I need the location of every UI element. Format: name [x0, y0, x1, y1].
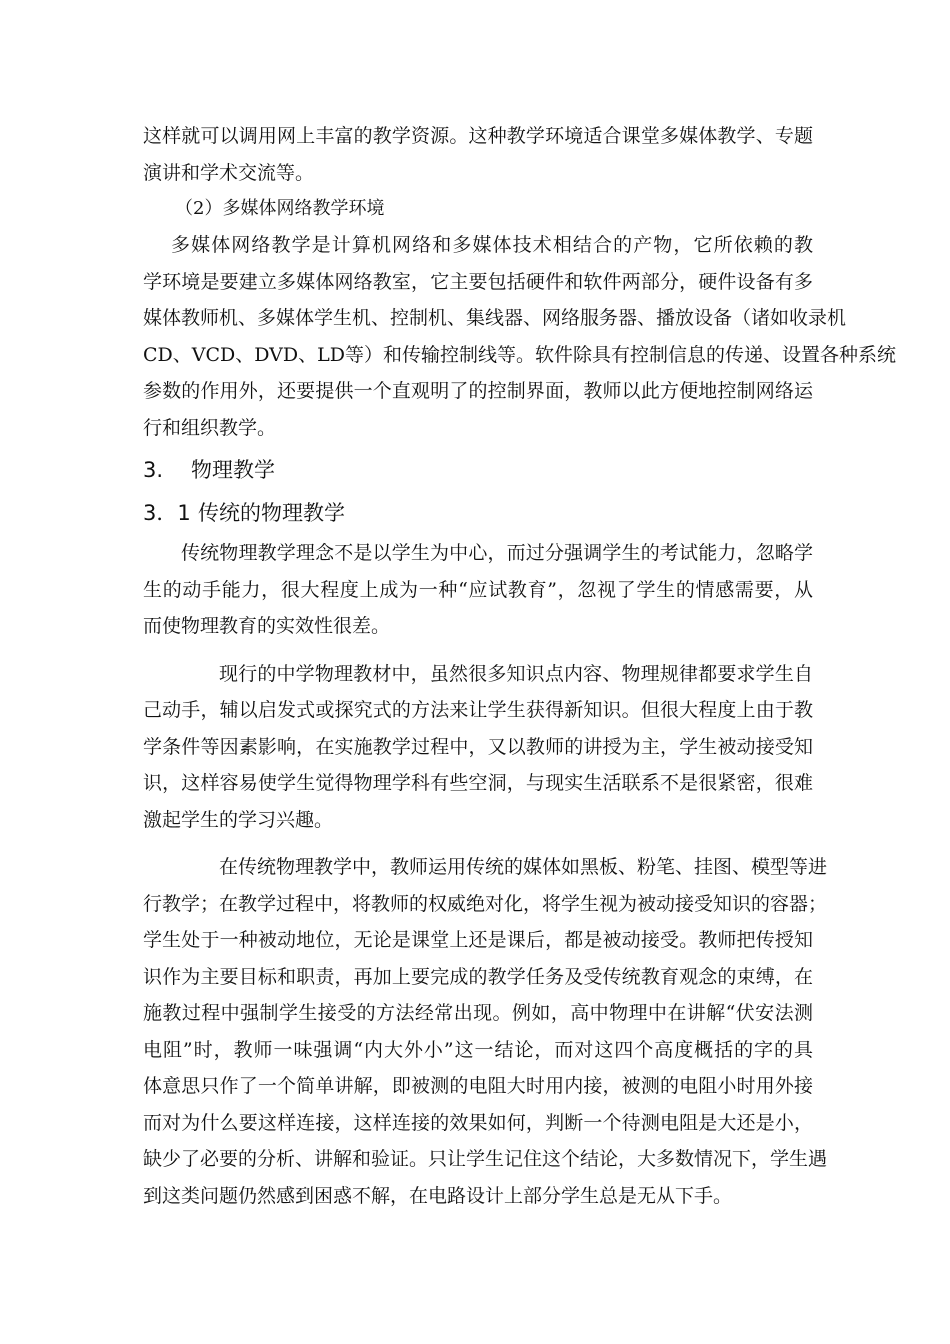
- text-line: 在传统物理教学中，教师运用传统的媒体如黑板、粉笔、挂图、模型等进: [219, 856, 828, 878]
- text-line: 而对为什么要这样连接，这样连接的效果如何，判断一个待测电阻是大还是小，: [143, 1111, 813, 1134]
- text-line: 多媒体网络教学是计算机网络和多媒体技术相结合的产物，它所依赖的教: [171, 234, 813, 256]
- section-number: 3.: [143, 458, 164, 482]
- section-heading-3-1: [143, 492, 813, 535]
- paragraph-traditional-media: [143, 849, 828, 1214]
- text-line: 激起学生的学习兴趣。: [143, 808, 334, 831]
- section-title: 传统的物理教学: [198, 501, 345, 525]
- text-line: 学生处于一种被动地位，无论是课堂上还是课后，都是被动接受。教师把传授知: [143, 929, 813, 951]
- document-body: [143, 118, 896, 1214]
- section-number: 3．1: [143, 501, 191, 525]
- text-line: 到这类问题仍然感到困惑不解，在电路设计上部分学生总是无从下手。: [143, 1184, 733, 1207]
- section-title: 物理教学: [191, 458, 275, 482]
- text-line: 而使物理教育的实效性很差。: [143, 615, 391, 637]
- paragraph-traditional-concept: [143, 535, 813, 645]
- text-line: 传统物理教学理念不是以学生为中心，而过分强调学生的考试能力，忽略学: [181, 542, 813, 564]
- text-line: 识，这样容易使学生觉得物理学科有些空洞，与现实生活联系不是很紧密，很难: [143, 772, 813, 794]
- text-line: 生的动手能力，很大程度上成为一种“应试教育”，忽视了学生的情感需要，从: [143, 578, 813, 601]
- text-line: 行和组织教学。: [143, 416, 277, 439]
- text-line: 学条件等因素影响，在实施教学过程中，又以教师的讲授为主，学生被动接受知: [143, 735, 813, 758]
- text-line: CD、VCD、DVD、LD等）和传输控制线等。软件除具有控制信息的传递、设置各种系统: [143, 343, 896, 366]
- text-line: 参数的作用外，还要提供一个直观明了的控制界面，教师以此方便地控制网络运: [143, 380, 813, 402]
- text-line: 己动手，辅以启发式或探究式的方法来让学生获得新知识。但很大程度上由于教: [143, 699, 813, 721]
- subheading-multimedia-network: （2）多媒体网络教学环境: [175, 198, 385, 219]
- text-line: 缺少了必要的分析、讲解和验证。只让学生记住这个结论，大多数情况下，学生遇: [143, 1148, 828, 1170]
- paragraph-current-textbooks: [143, 656, 813, 839]
- paragraph-multimedia-network: [143, 227, 896, 446]
- text-line: 学环境是要建立多媒体网络教室，它主要包括硬件和软件两部分，硬件设备有多: [143, 270, 813, 293]
- text-line: 施教过程中强制学生接受的方法经常出现。例如，高中物理中在讲解“伏安法测: [143, 1002, 813, 1024]
- text-line: 演讲和学术交流等。: [143, 161, 315, 184]
- text-line: 行教学；在教学过程中，将教师的权威绝对化，将学生视为被动接受知识的容器；: [143, 892, 828, 915]
- section-heading-3: [143, 449, 813, 492]
- text-line: 媒体教师机、多媒体学生机、控制机、集线器、网络服务器、播放设备（诸如收录机: [143, 307, 847, 329]
- text-line: 电阻”时，教师一味强调“内大外小”这一结论，而对这四个高度概括的字的具: [143, 1038, 813, 1061]
- text-line: 识作为主要目标和职责，再加上要完成的教学任务及受传统教育观念的束缚，在: [143, 965, 813, 988]
- text-line: 体意思只作了一个简单讲解，即被测的电阻大时用内接，被测的电阻小时用外接: [143, 1075, 813, 1097]
- paragraph-teaching-resources: [143, 118, 813, 191]
- text-line: 现行的中学物理教材中，虽然很多知识点内容、物理规律都要求学生自: [219, 662, 813, 685]
- text-line: 这样就可以调用网上丰富的教学资源。这种教学环境适合课堂多媒体教学、专题: [143, 125, 813, 147]
